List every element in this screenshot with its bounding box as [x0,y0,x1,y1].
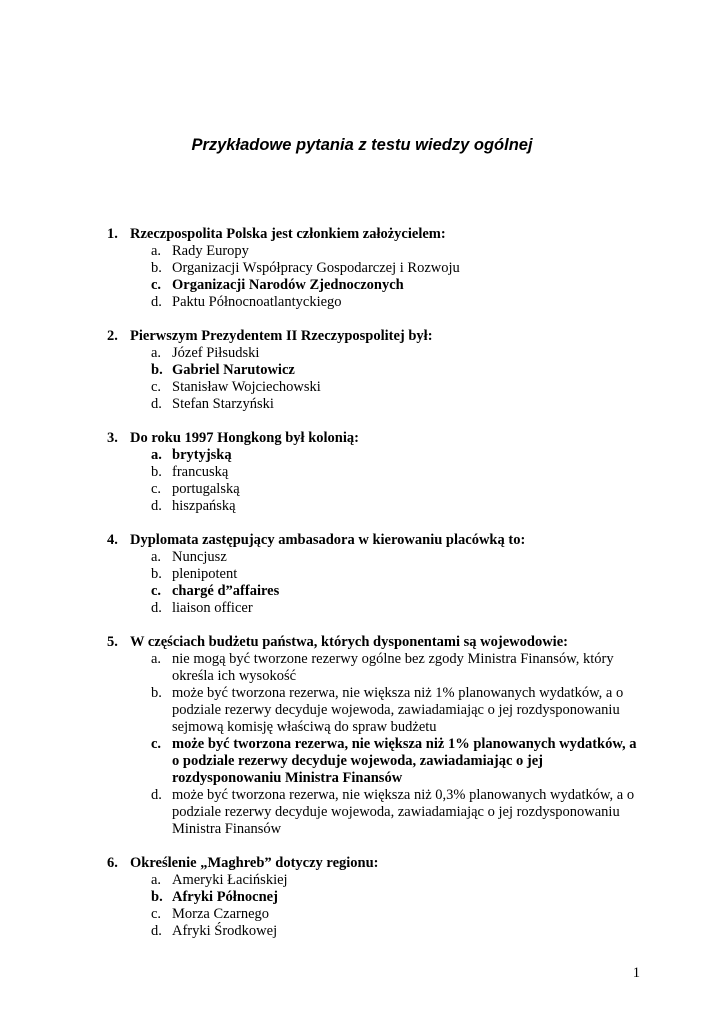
answer-option [107,872,647,889]
answer-option [107,260,647,277]
answer-list [107,549,647,617]
answer-list [107,345,647,413]
question-text: Pierwszym Prezydentem II Rzeczypospolitej był: [130,328,433,344]
answer-text: może być tworzona rezerwa, nie większa niż 1% planowanych wydatków, a o podziale rezerwy decyduje wojewoda, zawiadamiając o jej rozdysponowaniu sejmową komisję właściwą do spraw budżetu [172,685,624,735]
page-number: 1 [632,965,640,981]
answer-option [107,685,647,736]
question-text: Dyplomata zastępujący ambasadora w kierowaniu placówką to: [130,532,526,548]
question-block [107,226,647,311]
answer-text: Morza Czarnego [172,906,270,922]
question-text: Rzeczpospolita Polska jest członkiem założycielem: [130,226,446,242]
answer-option [107,787,647,838]
answer-text: nie mogą być tworzone rezerwy ogólne bez zgody Ministra Finansów, który określa ich wysokość [172,651,614,684]
answer-text: Rady Europy [172,243,249,259]
answer-text: może być tworzona rezerwa, nie większa niż 0,3% planowanych wydatków, a o podziale rezerwy decyduje wojewoda, zawiadamiając o jej rozdysponowaniu Ministra Finansów [172,787,635,837]
answer-option [107,345,647,362]
answer-text: liaison officer [172,600,253,616]
question-heading [107,855,647,872]
question-block [107,855,647,940]
answer-letter: a. [151,447,162,463]
question-number: 5. [107,634,118,650]
answer-letter: d. [151,294,162,310]
answer-letter: b. [151,889,163,905]
answer-option-correct [107,736,647,787]
question-number: 3. [107,430,118,446]
answer-text: chargé d”affaires [172,583,280,599]
question-block [107,532,647,617]
answer-option [107,906,647,923]
answer-text: portugalską [172,481,240,497]
question-number: 6. [107,855,118,871]
answer-letter: c. [151,379,162,395]
answer-option [107,566,647,583]
question-number: 4. [107,532,118,548]
answer-text: Nuncjusz [172,549,227,565]
question-heading [107,328,647,345]
answer-option [107,600,647,617]
answer-text: Afryki Północnej [172,889,278,905]
answer-letter: a. [151,651,162,667]
answer-text: plenipotent [172,566,238,582]
answer-letter: b. [151,685,162,701]
answer-list [107,872,647,940]
question-block [107,328,647,413]
answer-list [107,447,647,515]
answer-letter: b. [151,260,162,276]
question-block [107,634,647,838]
answer-letter: c. [151,481,162,497]
answer-option-correct [107,583,647,600]
answer-letter: d. [151,923,162,939]
question-text: Określenie „Maghreb” dotyczy regionu: [130,855,379,871]
answer-option-correct [107,362,647,379]
answer-text: francuską [172,464,229,480]
answer-letter: c. [151,277,162,293]
answer-letter: b. [151,362,163,378]
answer-text: Józef Piłsudski [172,345,260,361]
answer-letter: a. [151,345,162,361]
answer-option [107,651,647,685]
answer-text: hiszpańską [172,498,236,514]
question-heading [107,226,647,243]
answer-option [107,294,647,311]
answer-list [107,651,647,838]
answer-letter: b. [151,464,162,480]
answer-option [107,923,647,940]
answer-option [107,396,647,413]
answer-option-correct [107,277,647,294]
question-number: 1. [107,226,118,242]
answer-letter: d. [151,498,162,514]
answer-text: Paktu Północnoatlantyckiego [172,294,342,310]
answer-letter: d. [151,600,162,616]
question-heading [107,634,647,651]
answer-letter: c. [151,583,162,599]
answer-letter: b. [151,566,162,582]
answer-option [107,498,647,515]
answer-letter: a. [151,549,162,565]
answer-text: Organizacji Współpracy Gospodarczej i Rozwoju [172,260,460,276]
answer-text: Stefan Starzyński [172,396,274,412]
answer-letter: a. [151,872,162,888]
answer-list [107,243,647,311]
answer-text: Stanisław Wojciechowski [172,379,321,395]
question-list [107,226,647,957]
answer-letter: c. [151,736,162,752]
answer-text: Gabriel Narutowicz [172,362,295,378]
answer-text: Ameryki Łacińskiej [172,872,288,888]
page-title: Przykładowe pytania z testu wiedzy ogólnej [191,136,533,154]
question-number: 2. [107,328,118,344]
question-block [107,430,647,515]
answer-letter: c. [151,906,162,922]
answer-text: Organizacji Narodów Zjednoczonych [172,277,404,293]
question-text: W częściach budżetu państwa, których dysponentami są wojewodowie: [130,634,568,650]
answer-option [107,379,647,396]
answer-option-correct [107,889,647,906]
question-heading [107,532,647,549]
question-text: Do roku 1997 Hongkong był kolonią: [130,430,359,446]
answer-letter: a. [151,243,162,259]
answer-option [107,481,647,498]
answer-letter: d. [151,396,162,412]
answer-option [107,464,647,481]
answer-text: może być tworzona rezerwa, nie większa niż 1% planowanych wydatków, a o podziale rezerwy decyduje wojewoda, zawiadamiając o jej rozdysponowaniu Ministra Finansów [172,736,637,786]
answer-letter: d. [151,787,162,803]
answer-option [107,243,647,260]
answer-option [107,549,647,566]
answer-text: Afryki Środkowej [172,923,278,939]
question-heading [107,430,647,447]
answer-text: brytyjską [172,447,232,463]
answer-option-correct [107,447,647,464]
